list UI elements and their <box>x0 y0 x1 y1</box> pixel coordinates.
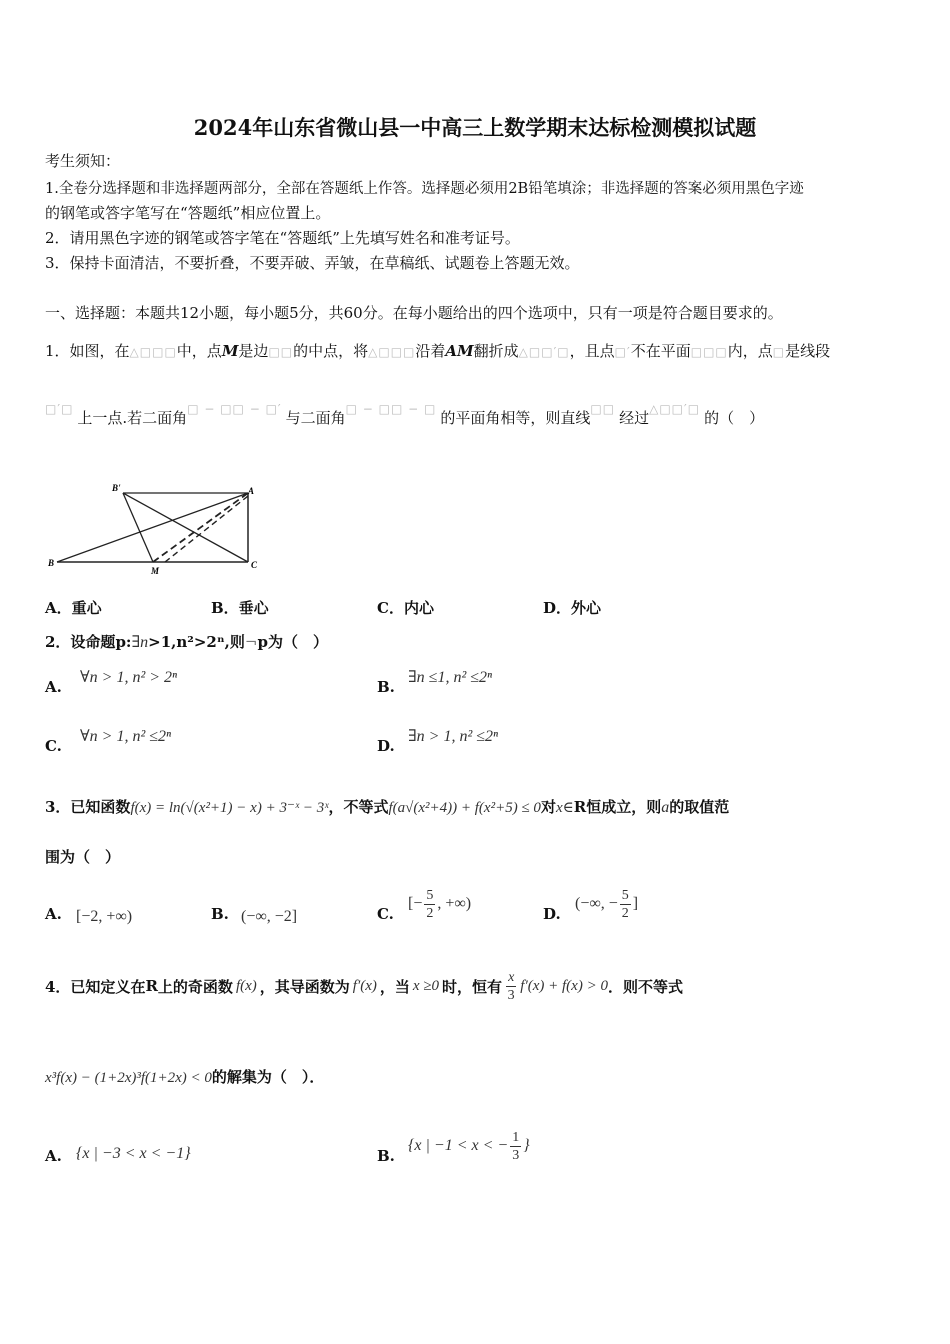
q3-option-c-fraction <box>424 887 435 922</box>
section-heading: 一、选择题：本题共12小题，每小题5分，共60分。在每小题给出的四个选项中，只有一项是符合题目要求的。 <box>45 304 783 322</box>
q3-option-c[interactable] <box>408 880 471 928</box>
segment-dashed <box>165 496 248 562</box>
q1-text: 是线段 <box>785 342 831 360</box>
q1-text: ，且点 <box>569 342 615 360</box>
q3-option-c-right: , +∞) <box>437 895 472 912</box>
q4-text: 上的奇函数 <box>157 977 233 996</box>
fraction-numerator: 5 <box>621 887 629 903</box>
q4-option-b-fraction <box>510 1129 521 1164</box>
formula-placeholder-icon: □□ <box>268 345 294 359</box>
question-3-stem <box>45 796 729 817</box>
fraction-denominator: 3 <box>512 1147 520 1163</box>
q4-expression: f′(x) + f(x) > 0 <box>520 977 608 994</box>
q4-option-b-left: {x | −1 < x < − <box>408 1137 509 1154</box>
q4-fx: f(x) <box>235 977 257 994</box>
formula-placeholder-icon: □′□ <box>45 402 74 416</box>
q1-option-a[interactable]: A．重心 <box>45 599 102 617</box>
segment-am-dashed <box>153 493 248 562</box>
q1-option-c[interactable]: C．内心 <box>377 599 434 617</box>
q1-line-am: AM <box>445 342 474 360</box>
q1-text: 的中点，将 <box>293 342 369 360</box>
q3-option-a[interactable]: [−2, +∞) <box>76 908 133 925</box>
question-4-stem-2 <box>45 1066 324 1087</box>
q4-fpx: f′(x) <box>352 977 377 994</box>
q4-inequality: x³f(x) − (1+2x)³f(1+2x) < 0 <box>45 1070 212 1086</box>
q4-text: ，其导函数为 <box>259 977 350 996</box>
q1-text: 翻折成 <box>473 342 519 360</box>
triangle-placeholder-icon: △□□′□ <box>518 345 570 359</box>
q2-option-b-label[interactable]: B. <box>377 678 395 696</box>
label-c: C <box>251 560 258 570</box>
q4-text: 时，恒有 <box>442 977 503 996</box>
fraction-numerator: 1 <box>512 1129 520 1145</box>
q3-option-d-right: ] <box>632 895 639 912</box>
notice-line-1: 1.全卷分选择题和非选择题两部分，全部在答题纸上作答。选择题必须用2B铅笔填涂；非选择题的答案必须用黑色字迹 <box>45 181 804 197</box>
q3-text: ，不等式 <box>328 798 389 816</box>
q3-option-c-left: [− <box>408 895 423 912</box>
q1-text: 1．如图，在 <box>45 342 130 360</box>
q1-text: 不在平面 <box>630 342 691 360</box>
fraction-denominator: 2 <box>621 905 629 921</box>
q4-text: ，当 <box>379 977 410 996</box>
q4-text: 4．已知定义在 <box>45 977 146 996</box>
formula-placeholder-icon: □□ <box>590 402 616 416</box>
question-2-stem <box>45 631 328 652</box>
q1-text: 上一点.若二面角 <box>77 409 188 427</box>
q3-inequality: f(a√(x²+4)) + f(x²+5) ≤ 0 <box>388 800 541 816</box>
geometry-figure <box>45 480 275 580</box>
q3-option-d-label[interactable]: D. <box>543 905 561 923</box>
label-b: B <box>48 558 55 568</box>
triangle-placeholder-icon: △□□′□ <box>649 402 701 416</box>
q2-option-a-label[interactable]: A. <box>45 678 62 696</box>
label-a: A <box>248 486 255 496</box>
q2-text: >1,n²>2ⁿ,则 <box>148 633 245 651</box>
q3-condition: x∈ <box>555 800 574 816</box>
notice-line-1b: 的钢笔或答字笔写在“答题纸”相应位置上。 <box>45 204 331 222</box>
q2-option-d[interactable]: ∃n > 1, n² ≤2ⁿ <box>408 728 499 745</box>
formula-placeholder-icon: □ <box>772 345 786 359</box>
q3-option-b[interactable]: (−∞, −2] <box>241 908 298 925</box>
q4-text: 的解集为（ ）． <box>211 1068 325 1086</box>
q4-option-b-right: } <box>523 1137 530 1154</box>
q1-text: 沿着 <box>415 342 446 360</box>
q3-option-d[interactable] <box>575 880 638 928</box>
notice-line-3: 3．保持卡面清洁，不要折叠，不要弄破、弄皱，在草稿纸、试题卷上答题无效。 <box>45 254 580 272</box>
q2-option-b[interactable]: ∃n ≤1, n² ≤2ⁿ <box>408 669 493 686</box>
fraction-numerator: 5 <box>426 887 434 903</box>
formula-placeholder-icon: □′ <box>614 345 631 359</box>
triangle-placeholder-icon: △□□□ <box>368 345 416 359</box>
triangle-placeholder-icon: △□□□ <box>129 345 177 359</box>
q1-text: 的（ ） <box>704 409 765 427</box>
q3-option-c-label[interactable]: C. <box>377 905 394 923</box>
label-bp: B' <box>112 483 121 493</box>
q2-option-d-label[interactable]: D. <box>377 737 395 755</box>
q2-option-c[interactable]: ∀n > 1, n² ≤2ⁿ <box>80 728 172 745</box>
q3-text: 的取值范 <box>669 798 730 816</box>
q1-text: 是边 <box>238 342 269 360</box>
q2-text: p为（ ） <box>257 633 328 651</box>
q3-text: 恒成立，则 <box>586 798 662 816</box>
q2-option-a[interactable]: ∀n > 1, n² > 2ⁿ <box>80 669 178 686</box>
segment-ab <box>57 493 248 562</box>
question-3-stem-end: 围为（ ） <box>45 848 121 866</box>
q2-text: 2．设命题 <box>45 633 116 651</box>
fraction-numerator: x <box>508 969 515 985</box>
fraction-denominator: 2 <box>426 905 434 921</box>
q3-text: 3．已知函数 <box>45 798 131 816</box>
segment-bp-c <box>123 493 248 562</box>
q3-function: f(x) = ln(√(x²+1) − x) + 3⁻ˣ − 3ˣ <box>130 800 329 816</box>
q1-point-m: M <box>221 342 239 360</box>
q1-option-d[interactable]: D．外心 <box>543 599 602 617</box>
question-1-line-2 <box>45 402 764 428</box>
label-m: M <box>151 566 160 576</box>
formula-placeholder-icon: □ − □□ − □′ <box>187 402 282 416</box>
fraction-denominator: 3 <box>507 987 515 1003</box>
q4-text: ．则不等式 <box>607 977 683 996</box>
question-1-line-1 <box>45 340 830 361</box>
q2-text: p: <box>115 633 132 651</box>
page-title: 2024年山东省微山县一中高三上数学期末达标检测模拟试题 <box>193 115 757 140</box>
q3-option-d-left: (−∞, − <box>575 895 618 912</box>
question-4-stem <box>45 962 683 1010</box>
q3-param-a: a <box>661 799 670 816</box>
q4-fraction <box>506 969 516 1004</box>
q1-text: 内，点 <box>727 342 773 360</box>
q4-condition: x ≥0 <box>412 977 440 994</box>
q3-option-b-label[interactable]: B. <box>211 905 229 923</box>
q1-text: 中，点 <box>176 342 222 360</box>
q4-reals: R <box>145 977 158 995</box>
q1-text: 的平面角相等，则直线 <box>440 409 591 427</box>
q3-reals: R <box>573 798 587 816</box>
segment-bp-m <box>123 493 153 562</box>
notice-heading: 考生须知： <box>45 152 121 170</box>
q4-option-a-label[interactable]: A. <box>45 1147 62 1165</box>
notice-line-2: 2．请用黑色字迹的钢笔或答字笔在“答题纸”上先填写姓名和准考证号。 <box>45 229 520 247</box>
q4-option-b-label[interactable]: B. <box>377 1147 395 1165</box>
q3-option-d-fraction <box>620 887 631 922</box>
q3-option-a-label[interactable]: A. <box>45 905 62 923</box>
q1-text: 与二面角 <box>285 409 346 427</box>
formula-placeholder-icon: □□□ <box>690 345 728 359</box>
q2-exists: ∃n <box>131 634 149 651</box>
q2-option-c-label[interactable]: C. <box>45 737 62 755</box>
q1-option-b[interactable]: B．垂心 <box>211 599 269 617</box>
formula-placeholder-icon: □ − □□ − □ <box>345 402 437 416</box>
q4-option-a[interactable]: {x | −3 < x < −1} <box>76 1145 191 1162</box>
q4-option-b[interactable] <box>408 1122 530 1170</box>
q2-neg: ¬ <box>244 633 258 651</box>
q3-text: 对 <box>540 798 556 816</box>
q1-text: 经过 <box>619 409 650 427</box>
